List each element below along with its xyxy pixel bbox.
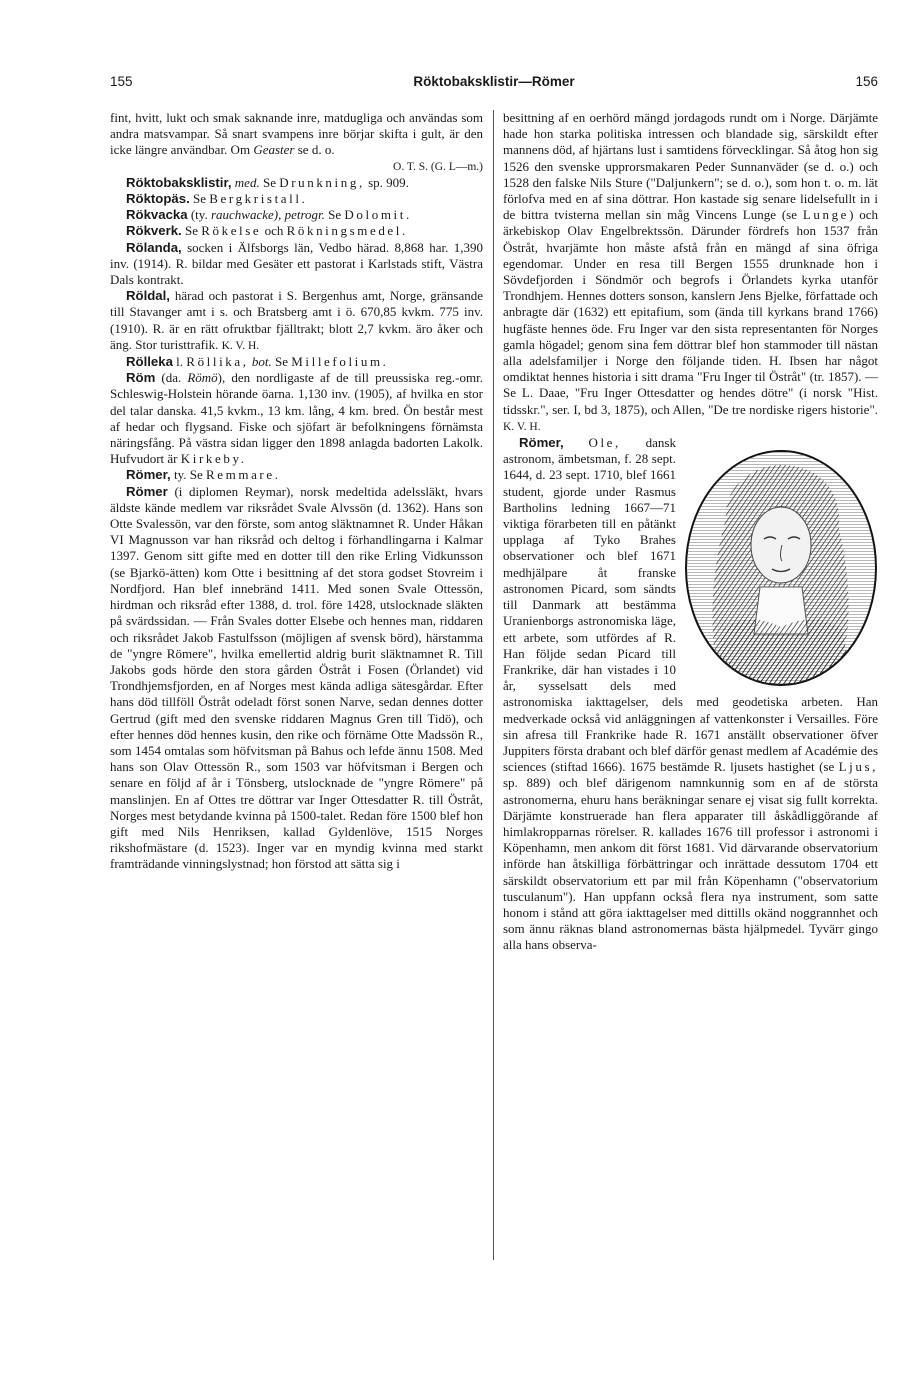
author-signature: O. T. S. (G. L—m.) [393, 160, 483, 173]
entry-roktobaksklistir: Röktobaksklistir, med. Se Drunkning, sp. 909. [126, 174, 409, 190]
right-column [503, 110, 878, 954]
entry-rokvacka: Rökvacka (ty. rauchwacke), petrogr. Se Dolomit. [126, 207, 412, 223]
header-title: Röktobaksklistir—Römer [413, 74, 575, 89]
entry-roktopas: Röktopäs. Se Bergkristall. [126, 191, 308, 207]
entry-ole-romer: Römer, Ole, dansk astronom, ämbetsman, f. 28 sept. 1644, d. 23 sept. 1710, blef 1661 student, gjorde under Rasmus Bartholins ledning 1667—71 viktiga förarbeten till en påtänkt upplaga af Tyko Brahes observationer och blef 1671 medhjälpare åt franske astronomen Picard, som sändts till Danmark att bestämma Uranienborgs astronomiska läge, ett arbete, som utfördes af R. Han följde sedan Picard till Frankrike, där han vistades i 10 år, sysselsatt dels med astronomiska iakttagelser, dels med geodetiska arbeten. Han medverkade också vid anläggningen af vattenkonster i Versailles. Före sin afresa till Frankrike hade R. 1671 anställt observationer öfver Juppiters första drabant och blef därför genast medlem af Académie des sciences (stiftad 1666). 1675 bestämde R. ljusets hastighet (se Ljus, sp. 889) och blef därigenom namnkunnig som en af de största astronomerna, ehuru hans beräkningar senare ej visat sig fullt korrekta. Därjämte konstruerade han flera apparater till åskådliggörande af himlakropparnas rörelser. R. kallades 1676 till professor i astronomi i Köpenhamn, men ankom dit först 1681. Vid därvarande observatorium införde han åtskilliga förbättringar och inrättade dessutom 1704 ett särskildt observatorium ett par mil från Köpenhamn ("observatorium tusculanum"). Han uppfann också flera nya instrument, som satte honom i stånd att göra iakttagelser med dittills okänd noggrannhet och som ännu räknas bland astronomernas bästa hjälpmedel. Tyvärr gingo alla hans observa- [503, 435, 878, 953]
entry-rokverk: Rökverk. Se Rökelse och Rökningsmedel. [126, 223, 408, 239]
page-number-right: 156 [855, 74, 878, 89]
entry-roldal: Röldal, härad och pastorat i S. Bergenhus amt, Norge, gränsande till Stavanger amt i s. och Bratsberg amt i ö. 670,85 kvkm. 775 inv. (1910). R. är en rätt ofruktbar fjälltrakt; blott 2,7 kvkm. äro åker och äng. Stor turisttrafik. K. V. H. [110, 288, 483, 352]
left-column [110, 110, 483, 873]
portrait-ole-romer [684, 449, 878, 687]
entry-continuation: fint, hvitt, lukt och smak saknande inre, matdugliga och användas som andra matsvampar. Så snart svampens inre börjar skifta i gult, är den icke längre användbar. Om Geaster se d. o. [110, 110, 483, 158]
entry-continuation-right: besittning af en oerhörd mängd jordagods rundt om i Norge. Därjämte hade hon starka politiska intressen och blandade sig, särskildt efter mannens död, af hjärtans lust i samtidens förvecklingar. Så åtog hon sig 1526 den svenske upprorsmakaren Peder Sunnanväder (se d. o.) och 1528 den falske Nils Sture ("Daljunkern"; se d. o.), som hon t. o. m. lät förlofva med en af sina döttrar. Hon kastade sig senare lidelsefullt in i de bittra tvisterna mellan sin måg Vincens Lunge (se Lunge) och ärkebiskop Olav Engelbrektssön. Därunder fördrefs hon 1537 från Östråt, hvarjämte hon måste afstå från en mängd af sina öfriga egendomar. Under en resa till Bergen 1555 drunknade hon i Sövdefjorden i Söndmör och begrofs i Örlandets kyrka utanför Trondhjem. Hennes dotters sonson, kanslern Jens Bjelke, författade och anbragte där (1632) ett epitafium, som (ända till kyrkans brand 1766) hugfäste hennes öde. Fru Inger var den sista representanten för Norges gamla högadel; genom sina fem döttrar blef hon stammoder till nästan alla adelsfamiljer i Norge den följande tiden. H. Ibsen har något omdiktat hennes historia i sitt drama "Fru Inger til Östråt" (tr. 1857). — Se L. Daae, "Fru Inger Ottesdatter og hendes dötre" (i norsk "Hist. tidsskr.", ser. I, bd 3, 1875), och Allen, "De tre nordiske rigers historie". K. V. H. [503, 110, 878, 433]
entry-romer-ty: Römer, ty. Se Remmare. [126, 467, 281, 483]
column-divider [493, 110, 494, 1260]
entry-rolleka: Rölleka l. Röllika, bot. Se Millefolium. [126, 354, 389, 370]
entry-rom: Röm (da. Römö), den nordligaste af de till preussiska reg.-omr. Schleswig-Holstein hörande öarna. 1,130 inv. (1905), af hvilka en stor del talar danska. 41,5 kvkm., 13 km. lång, 4 km. bred. Ön består mest af hedar och flygsand. Fiske och sjöfart är befolkningens förnämsta näringsfång. På västra sidan ligger den 1898 anlagda badorten Lakolk. Hufvudort är Kirkeby. [110, 370, 483, 467]
entry-romer-family: Römer (i diplomen Reymar), norsk medeltida adelssläkt, hvars äldste kände medlem var riksrådet Svale Alvssön (d. 1362). Hans son Otte Svalessön, var den förste, som antog släktnamnet R. Under Håkan VI Magnusson var han riksråd och deltog i förhandlingarna i Kalmar 1397. Genom sitt gifte med en dotter till den rike Erling Vidkunsson (se Bjarkö-ätten) kom Otte i besittning af det stora godset Stovreim i Nordfjord. Han blef innebränd 1411. Med sonen Svale Ottessön, hirdman och riksråd efter 1388, d. trol. före 1428, utslocknade släkten på svärdssidan. — Från Svales dotter Elsebe och hennes man, riddaren och riksrådet Jakob Fastulfsson (möjligen af svensk börd), härstamma de "yngre Römere", hvilka emellertid aldrig burit släktnamnet R. Till Jakobs gods hörde den stora gården Östråt i Fosen (Örlandet) vid Trondhjemsfjorden, en af Norges mest kända adliga sätesgårdar. Efter hans död tillföll Östråt odeladt först sonen Narve, sedan dennes dotter Gertrud (gift med den svenske riddaren Magnus Gren till Tidö), och efter hennes död hennes kusin, den rike och förnäme Otte Madssön R., som 1454 omtalas som höfvitsman på Bahus och lefde ännu 1508. Med hans son Olav Ottessön R., som 1503 var höfvitsman i Bergen och senare en följd af år i Tönsberg, utslocknade de "yngre Römere" på manslinjen. En af Ottes tre döttrar var Inger Ottesdatter R. till Östråt, Norges mest betydande kvinna på 1500-talet. Redan före 1500 blef hon gift med Nils Henriksen, kallad Gyldenlöve, 1515 Norges rikshofmästare (d. 1523). Inger var en myndig kvinna med starkt framträdande vinningslystnad; hon förstod att sätta sig i [110, 483, 483, 872]
entry-rolanda: Rölanda, socken i Älfsborgs län, Vedbo härad. 8,868 har. 1,390 inv. (1914). R. bildar med Gesäter ett pastorat i Karlstads stift, Västra Dals kontrakt. [110, 239, 483, 288]
page-number-left: 155 [110, 74, 133, 89]
running-header [110, 74, 878, 92]
